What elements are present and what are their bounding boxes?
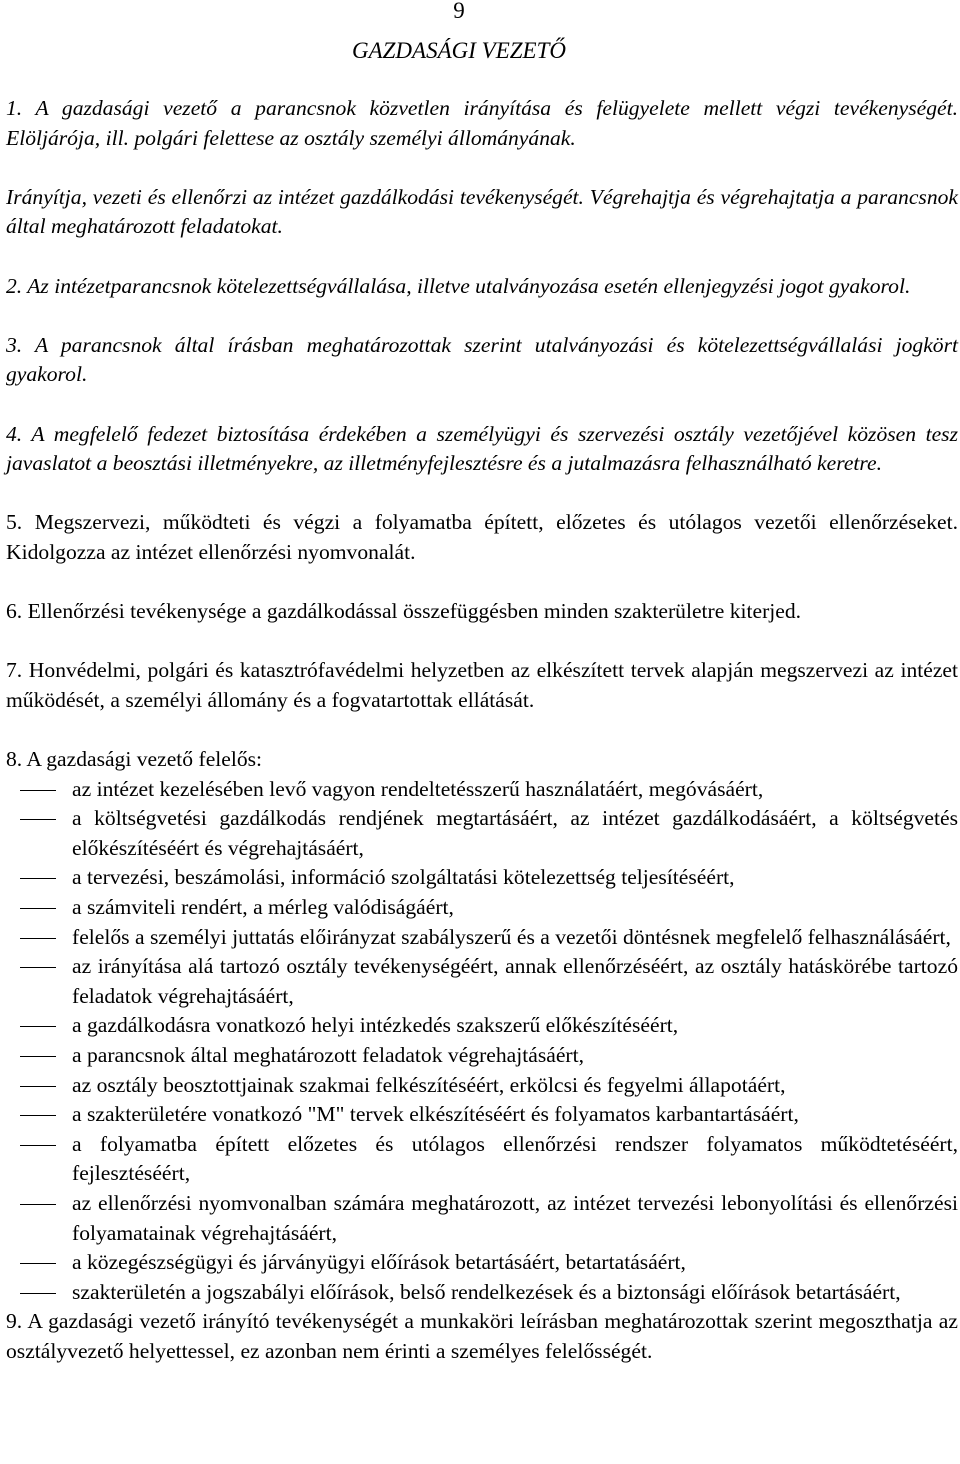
list-item-text: az irányítása alá tartozó osztály tevékenységéért, annak ellenőrzéséért, az osztály hatáskörébe tartozó feladatok végrehajtásáért,: [72, 954, 958, 1008]
list-item: [6, 775, 958, 805]
responsibility-list: [6, 775, 958, 1308]
list-item-text: a szakterületére vonatkozó "M" tervek elkészítéséért és folyamatos karbantartásáért,: [72, 1102, 799, 1127]
dash-bullet: [20, 1056, 56, 1057]
list-item: [6, 952, 958, 1011]
item-number: 6.: [6, 599, 23, 624]
list-item-text: az intézet kezelésében levő vagyon rendeltetésszerű használatáért, megóvásáért,: [72, 776, 764, 801]
list-item: [6, 1011, 958, 1041]
item-number: 5.: [6, 510, 23, 535]
paragraph-1: [6, 94, 958, 153]
item-number: 9.: [6, 1309, 23, 1334]
item-number: 2.: [6, 273, 23, 298]
item-text: Honvédelmi, polgári és katasztrófavédelmi helyzetben az elkészített tervek alapján megszervezi az intézet működését, a személyi állomány és a fogvatartottak ellátását.: [6, 658, 958, 712]
list-item-text: a számviteli rendért, a mérleg valódiságáért,: [72, 895, 454, 920]
item-number: 7.: [6, 658, 23, 683]
dash-bullet: [20, 1026, 56, 1027]
list-item: [6, 1100, 958, 1130]
item-number: 1.: [6, 96, 23, 120]
dash-bullet: [20, 878, 56, 879]
dash-bullet: [20, 1263, 56, 1264]
dash-bullet: [20, 967, 56, 968]
paragraph-9: [6, 1307, 958, 1366]
list-item-text: a tervezési, beszámolási, információ szolgáltatási kötelezettség teljesítéséért,: [72, 865, 735, 890]
item-text: A megfelelő fedezet biztosítása érdekében a személyügyi és szervezési osztály vezetőjével közösen tesz javaslatot a beosztási illetményekre, az illetményfejlesztésre és a jutalmazásra felhasználható keretre.: [6, 421, 958, 476]
list-item-text: szakterületén a jogszabályi előírások, belső rendelkezések és a biztonsági előírások betartásáért,: [72, 1279, 901, 1304]
list-item-text: a folyamatba épített előzetes és utólagos ellenőrzési rendszer folyamatos működtetéséért, fejlesztéséért,: [72, 1131, 958, 1186]
item-text: Az intézetparancsnok kötelezettségvállalása, illetve utalványozása esetén ellenjegyzési jogot gyakorol.: [27, 273, 911, 298]
paragraph-6: [6, 597, 958, 627]
paragraph-4: [6, 420, 958, 479]
item-text: A parancsnok által írásban meghatározottak szerint utalványozási és kötelezettségvállalási jogkört gyakorol.: [6, 332, 959, 387]
paragraph-2: [6, 272, 958, 302]
list-item: [6, 863, 958, 893]
list-item-text: a közegészségügyi és járványügyi előírások betartásáért, betartatásáért,: [72, 1250, 686, 1275]
dash-bullet: [20, 908, 56, 909]
dash-bullet: [20, 1145, 56, 1146]
paragraph-7: [6, 656, 958, 715]
dash-bullet: [20, 1293, 56, 1294]
dash-bullet: [20, 1204, 56, 1205]
dash-bullet: [20, 1115, 56, 1116]
dash-bullet: [20, 819, 56, 820]
dash-bullet: [20, 938, 56, 939]
item-number: 3.: [6, 332, 23, 357]
list-item: [6, 1071, 958, 1101]
paragraph-5: [6, 508, 958, 567]
list-item: [6, 1189, 958, 1248]
page-number: 9: [453, 0, 465, 23]
list-item: [6, 1248, 958, 1278]
list-item-text: a parancsnok által meghatározott feladatok végrehajtásáért,: [72, 1043, 584, 1067]
item-text: A gazdasági vezető a parancsnok közvetlen irányítása és felügyelete mellett végzi tevékenységét. Elöljárója, ill. polgári felettese az osztály személyi állományának.: [6, 96, 958, 150]
list-item: [6, 923, 958, 953]
list-item-text: a költségvetési gazdálkodás rendjének megtartásáért, az intézet gazdálkodásáért, a költségvetés előkészítéséért és végrehajtásáért,: [72, 806, 958, 860]
dash-bullet: [20, 790, 56, 791]
item-text: A gazdasági vezető felelős:: [26, 747, 263, 772]
list-item: [6, 804, 958, 863]
dash-bullet: [20, 1086, 56, 1087]
item-text: Ellenőrzési tevékenysége a gazdálkodással összefüggésben minden szakterületre kiterjed.: [27, 599, 802, 624]
paragraph-8: [6, 745, 958, 775]
section-title: GAZDASÁGI VEZETŐ: [351, 38, 567, 63]
item-number: 8.: [6, 747, 23, 772]
list-item: [6, 893, 958, 923]
item-text: Megszervezi, működteti és végzi a folyamatba épített, előzetes és utólagos vezetői ellenőrzéseket. Kidolgozza az intézet ellenőrzési nyomvonalát.: [6, 510, 958, 564]
list-item: [6, 1278, 958, 1308]
list-item-text: a gazdálkodásra vonatkozó helyi intézkedés szakszerű előkészítéséért,: [72, 1013, 679, 1038]
paragraph-3: [6, 331, 958, 390]
item-number: 4.: [6, 421, 23, 446]
list-item: [6, 1041, 958, 1071]
list-item: [6, 1130, 958, 1189]
paragraph-1b: [6, 183, 958, 242]
list-item-text: felelős a személyi juttatás előirányzat szabályszerű és a vezetői döntésnek megfelelő felhasználásáért,: [72, 924, 951, 949]
list-item-text: az osztály beosztottjainak szakmai felkészítéséért, erkölcsi és fegyelmi állapotáért,: [72, 1072, 786, 1097]
item-text: Irányítja, vezeti és ellenőrzi az intézet gazdálkodási tevékenységét. Végrehajtja és végrehajtatja a parancsnok által meghatározott feladatokat.: [6, 184, 958, 239]
list-item-text: az ellenőrzési nyomvonalban számára meghatározott, az intézet tervezési lebonyolítási és ellenőrzési folyamatainak végrehajtásáért,: [72, 1190, 958, 1245]
item-text: A gazdasági vezető irányító tevékenységét a munkaköri leírásban meghatározottak szerint megoszthatja az osztályvezető helyettessel, ez azonban nem érinti a személyes felelősségét.: [6, 1309, 958, 1363]
document-body: [6, 94, 958, 1367]
